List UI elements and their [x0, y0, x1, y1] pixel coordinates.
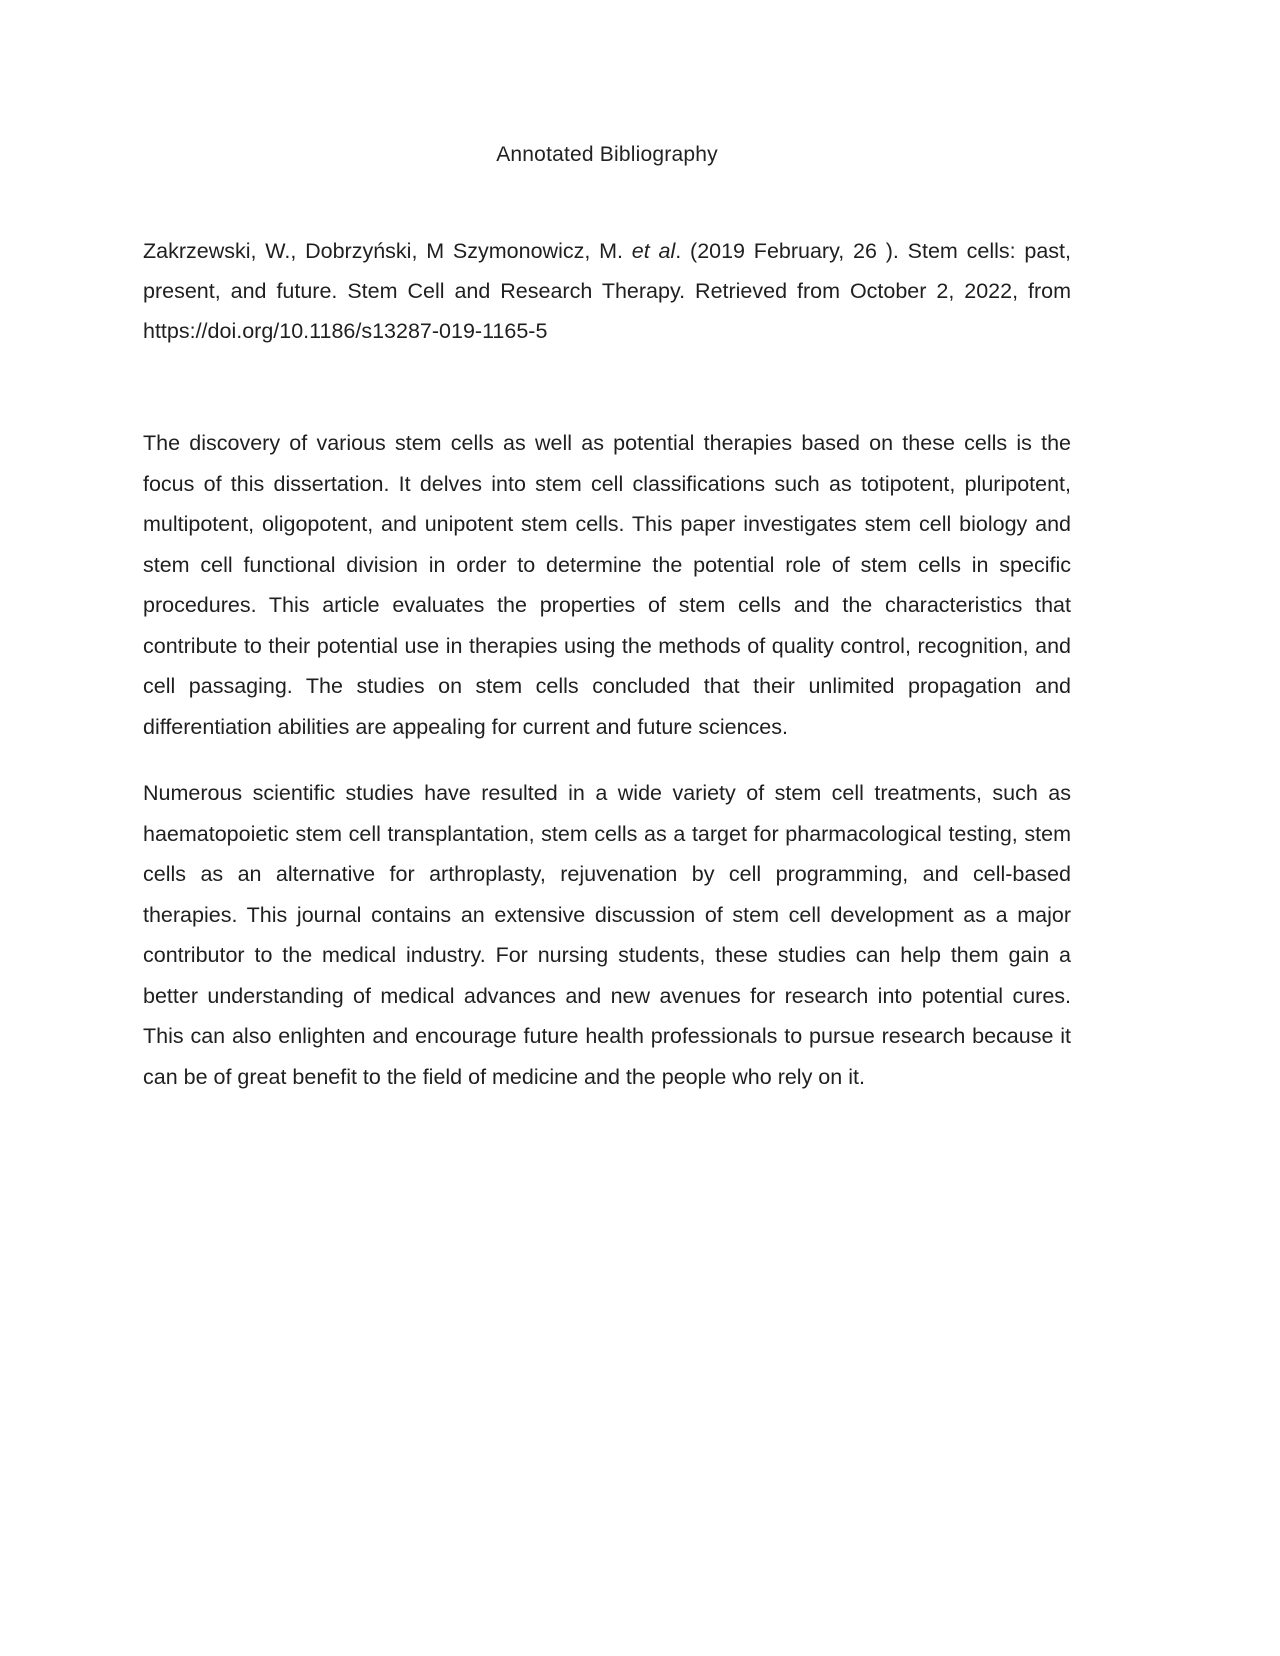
- page-title: Annotated Bibliography: [496, 143, 718, 166]
- citation-authors: Zakrzewski, W., Dobrzyński, M Szymonowicz, M.: [143, 239, 623, 264]
- document-body: [143, 0, 1071, 1119]
- citation-entry: [143, 231, 1071, 351]
- annotation-paragraph-2: Numerous scientific studies have resulted in a wide variety of stem cell treatments, such as haematopoietic stem cell transplantation, stem cells as a target for pharmacological testing, stem cells as an alternative for arthroplasty, rejuvenation by cell programming, and cell-based therapies. This journal contains an extensive discussion of stem cell development as a major contributor to the medical industry. For nursing students, these studies can help them gain a better understanding of medical advances and new avenues for research into potential cures. This can also enlighten and encourage future health professionals to pursue research because it can be of great benefit to the field of medicine and the people who rely on it.: [143, 781, 1071, 1089]
- citation-et-al: et al: [631, 239, 676, 264]
- citation-rest: . (2019 February, 26 ). Stem cells: past, present, and future. Stem Cell and Research Therapy. Retrieved from October 2, 2022, from https://doi.org/10.1186/s13287-019-1165-5: [143, 239, 1072, 344]
- annotation-paragraph-1: The discovery of various stem cells as well as potential therapies based on these cells is the focus of this dissertation. It delves into stem cell classifications such as totipotent, pluripotent, multipotent, oligopotent, and unipotent stem cells. This paper investigates stem cell biology and stem cell functional division in order to determine the potential role of stem cells in specific procedures. This article evaluates the properties of stem cells and the characteristics that contribute to their potential use in therapies using the methods of quality control, recognition, and cell passaging. The studies on stem cells concluded that their unlimited propagation and differentiation abilities are appealing for current and future sciences.: [143, 431, 1071, 739]
